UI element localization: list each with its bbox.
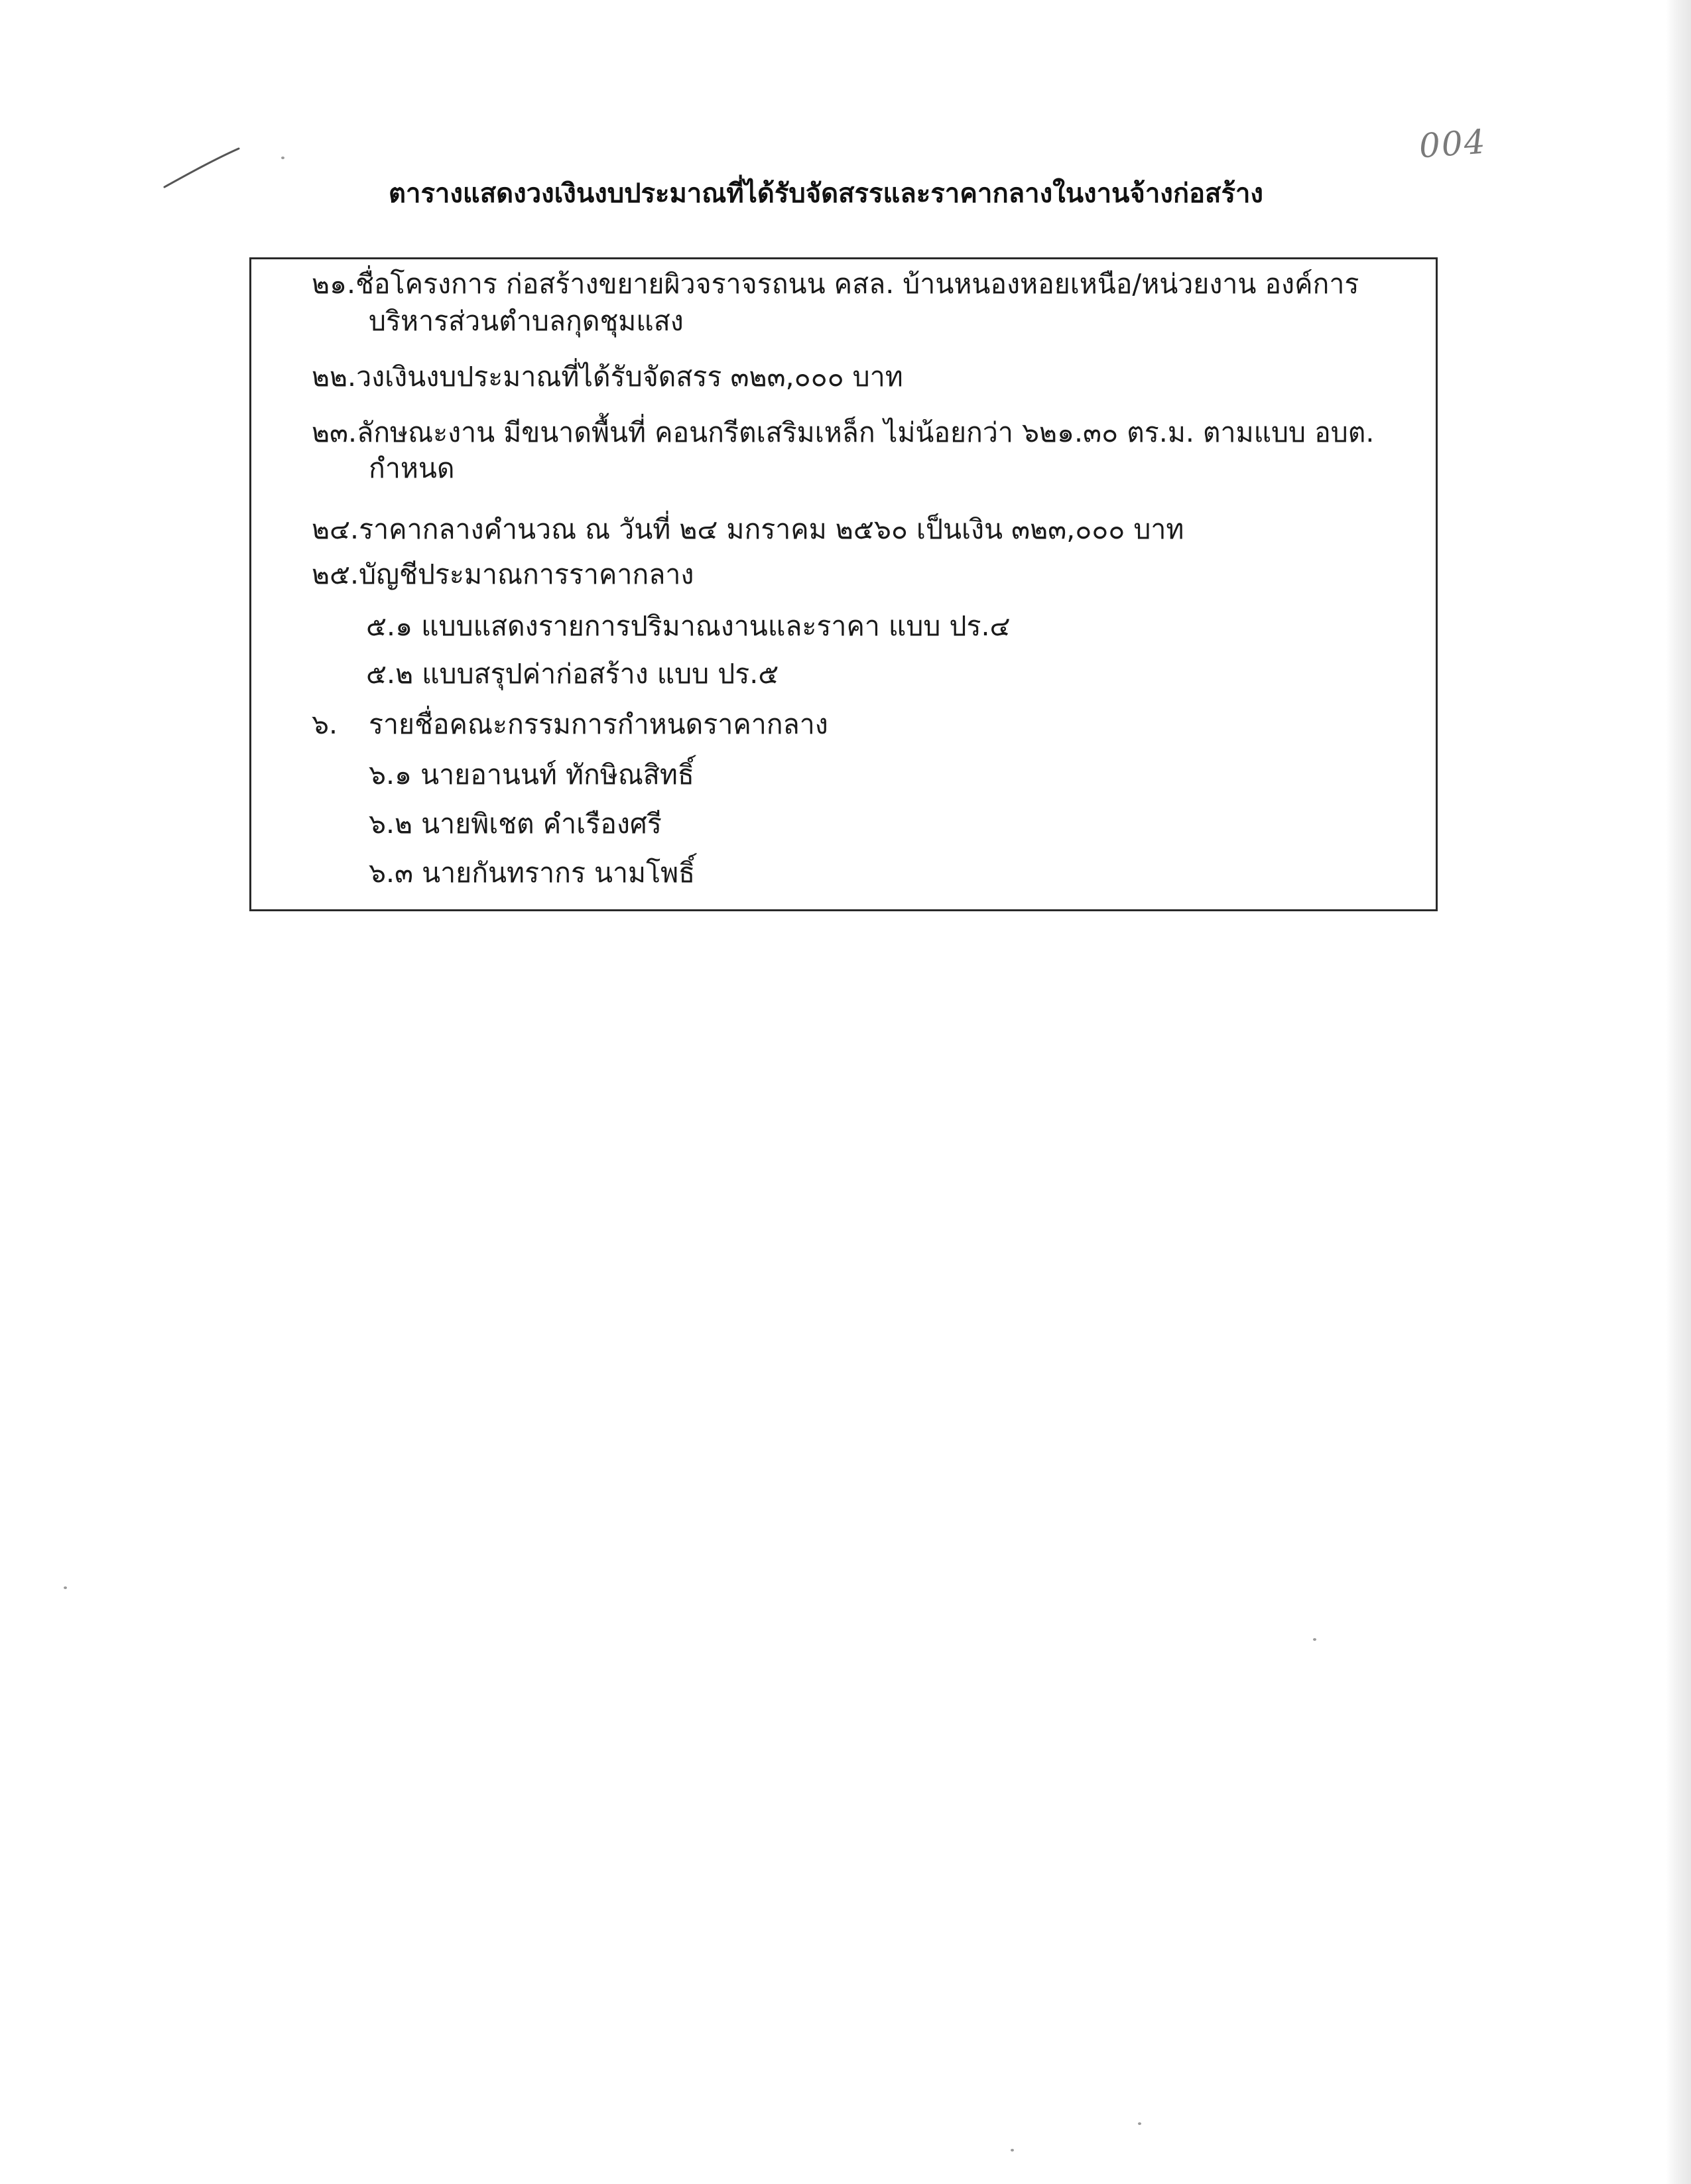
scan-speck xyxy=(1313,1638,1316,1641)
scan-edge xyxy=(1666,0,1691,2184)
item-work-description-cont: กำหนด xyxy=(369,452,455,484)
item-reference-price xyxy=(312,511,1184,548)
item-text: ราคากลางคำนวณ ณ วันที่ ๒๔ มกราคม ๒๕๖๐ เป็นเงิน ๓๒๓,๐๐๐ บาท xyxy=(359,513,1184,545)
sub-item-bill: ๕.๑ แบบแสดงรายการปริมาณงานและราคา แบบ ปร.๔ xyxy=(366,610,1011,642)
item-committee-number: ๖. xyxy=(312,708,338,740)
item-text: วงเงินงบประมาณที่ได้รับจัดสรร ๓๒๓,๐๐๐ บาท xyxy=(356,361,903,393)
committee-member: ๖.๑ นายอานนท์ ทักษิณสิทธิ์ xyxy=(369,759,694,791)
page-number: 004 xyxy=(1418,122,1488,166)
item-number: ๒๑. xyxy=(312,268,356,300)
item-number: ๒๓. xyxy=(312,417,357,448)
item-project-name xyxy=(312,265,1359,302)
item-number: ๒๔. xyxy=(312,513,359,545)
item-project-name-cont: บริหารส่วนตำบลกุดชุมแสง xyxy=(369,305,684,337)
committee-member: ๖.๓ นายกันทรากร นามโพธิ์ xyxy=(369,857,696,889)
scan-speck xyxy=(281,157,284,159)
item-committee: รายชื่อคณะกรรมการกำหนดราคากลาง xyxy=(369,708,828,740)
item-text: ชื่อโครงการ ก่อสร้างขยายผิวจราจรถนน คสล. บ้านหนองหอยเหนือ/หน่วยงาน องค์การ xyxy=(355,268,1359,300)
scan-speck xyxy=(1138,2122,1141,2125)
pen-stroke-mark xyxy=(162,146,241,192)
item-number: ๒๕. xyxy=(312,558,359,590)
item-text: ลักษณะงาน มีขนาดพื้นที่ คอนกรีตเสริมเหล็ก ไม่น้อยกว่า ๖๒๑.๓๐ ตร.ม. ตามแบบ อบต. xyxy=(357,417,1375,448)
item-bill-of-quantities xyxy=(312,556,694,593)
item-budget xyxy=(312,358,903,395)
document-title: ตารางแสดงวงเงินงบประมาณที่ได้รับจัดสรรและราคากลางในงานจ้างก่อสร้าง xyxy=(389,178,1263,209)
item-work-description xyxy=(312,414,1374,451)
item-text: บัญชีประมาณการราคากลาง xyxy=(359,558,694,590)
committee-member: ๖.๒ นายพิเชต คำเรืองศรี xyxy=(369,808,662,840)
item-number: ๒๒. xyxy=(312,361,357,393)
scan-speck xyxy=(64,1586,67,1589)
scan-speck xyxy=(1011,2149,1014,2152)
sub-item-bill: ๕.๒ แบบสรุปค่าก่อสร้าง แบบ ปร.๕ xyxy=(366,658,779,690)
